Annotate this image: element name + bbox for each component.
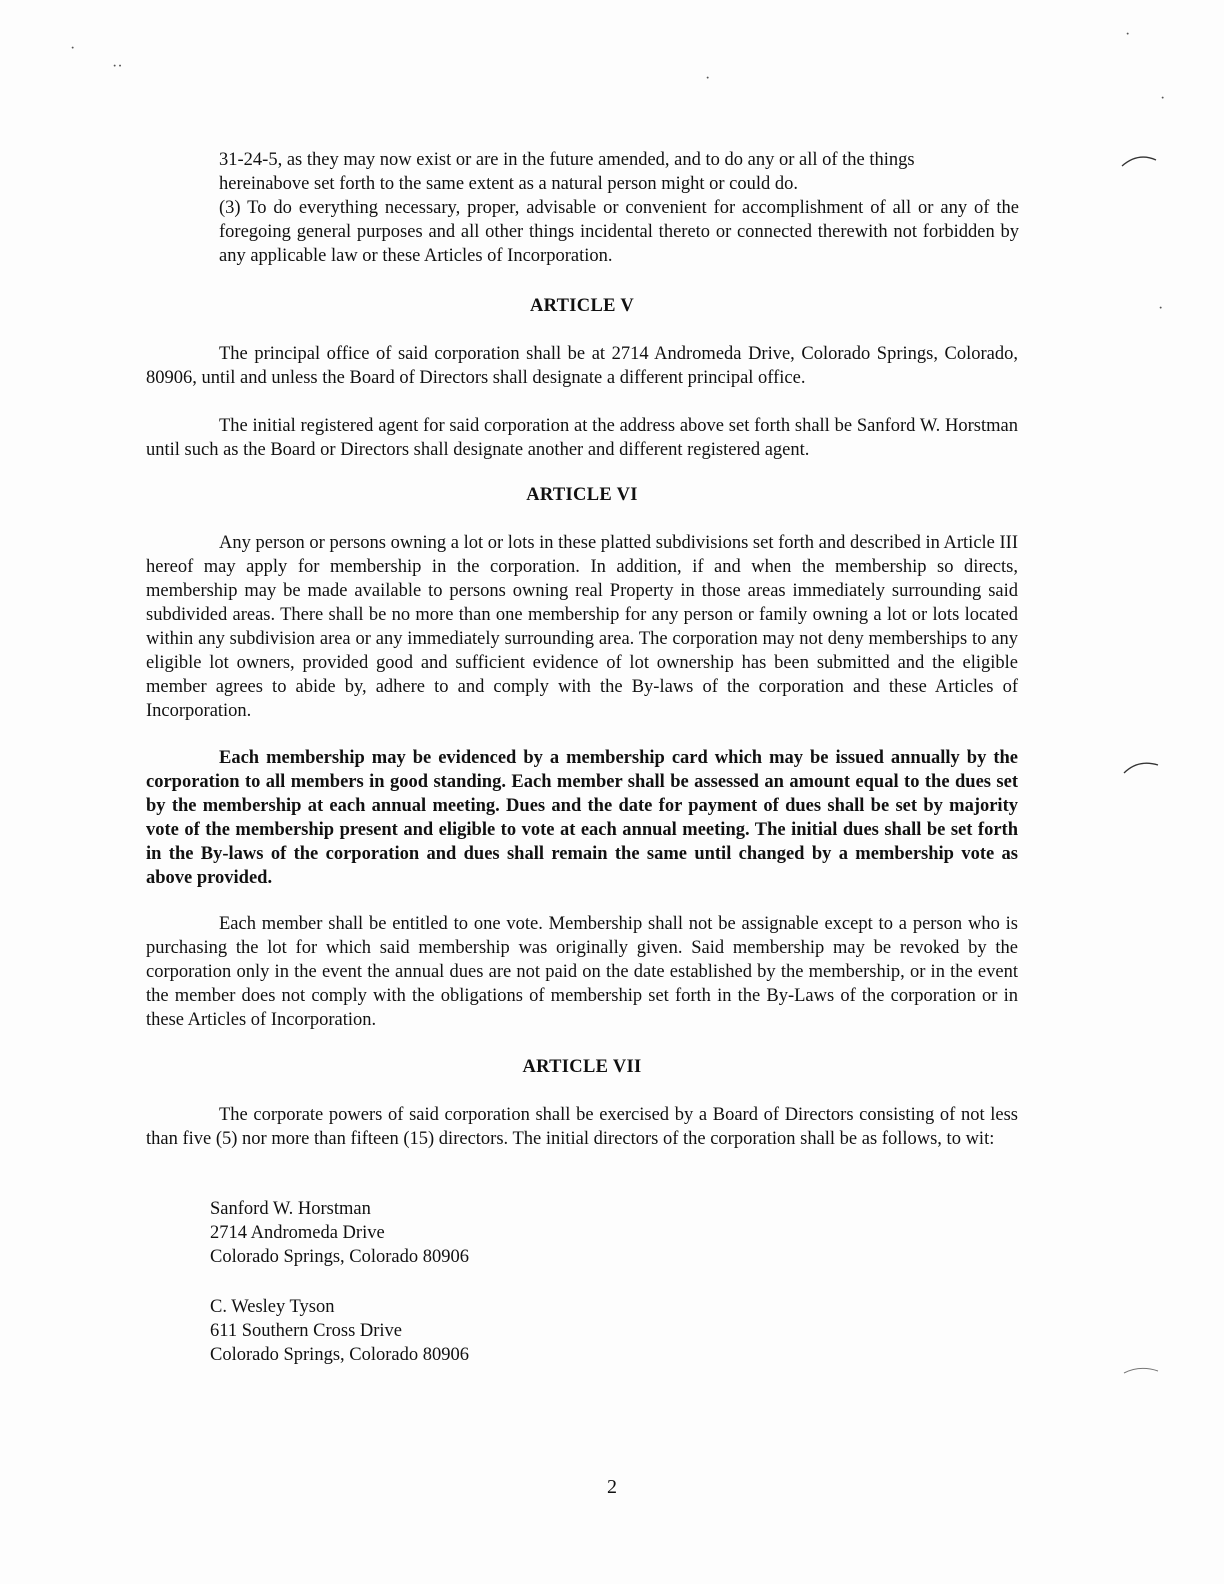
scan-curve-mark <box>1122 1363 1162 1377</box>
director-street: 611 Southern Cross Drive <box>210 1321 403 1341</box>
director-city: Colorado Springs, Colorado 80906 <box>210 1345 469 1365</box>
director-address-1 <box>210 1197 469 1269</box>
article-vii-heading: ARTICLE VII <box>522 1057 642 1077</box>
article-vii-para-1: The corporate powers of said corporation shall be exercised by a Board of Directors consisting of not less than five (5) nor more than fifteen (15) directors. The initial directors of the corporation shall be as follows, to wit: <box>146 1105 1018 1149</box>
scan-speck: · <box>1160 90 1166 107</box>
page-number: 2 <box>607 1476 617 1498</box>
opening-line-2: hereinabove set forth to the same extent as a natural person might or could do. <box>219 174 798 194</box>
director-name: C. Wesley Tyson <box>210 1297 335 1317</box>
director-name: Sanford W. Horstman <box>210 1199 371 1219</box>
article-vi-para-3: Each member shall be entitled to one vote. Membership shall not be assignable except to a person who is purchasing the lot for which said membership was originally given. Said membership may be revoked by the corporation only in the event the annual dues are not paid on the date established by the membership, or in the event the member does not comply with the obligations of membership set forth in the By-Laws of the corporation or in these Articles of Incorporation. <box>146 914 1018 1030</box>
opening-line-1: 31-24-5, as they may now exist or are in the future amended, and to do any or all of the things <box>219 150 915 170</box>
opening-continuation <box>219 148 1019 268</box>
article-vi-heading: ARTICLE VI <box>526 485 638 505</box>
director-city: Colorado Springs, Colorado 80906 <box>210 1247 469 1267</box>
article-v-heading: ARTICLE V <box>530 296 634 316</box>
scan-speck: · <box>1158 300 1164 317</box>
article-v-para-2: The initial registered agent for said corporation at the address above set forth shall be Sanford W. Horstman until such as the Board or Directors shall designate another and different registered agent. <box>146 416 1018 460</box>
clause-3: (3) To do everything necessary, proper, advisable or convenient for accomplishment of all or any of the foregoing general purposes and all other things incidental thereto or connected therewith not forbidden by any applicable law or these Articles of Incorporation. <box>219 198 1019 266</box>
scan-curve-mark <box>1122 757 1162 777</box>
article-vi-para-2: Each membership may be evidenced by a membership card which may be issued annually by the corporation to all members in good standing. Each member shall be assessed an amount equal to the dues set by the membership at each annual meeting. Dues and the date for payment of dues shall be set by majority vote of the membership present and eligible to vote at each annual meeting. The initial dues shall be set forth in the By-laws of the corporation and dues shall remain the same until changed by a membership vote as above provided. <box>146 748 1018 888</box>
director-address-2 <box>210 1295 469 1367</box>
scan-speck: ·· <box>112 58 123 75</box>
scan-speck: · <box>70 40 76 57</box>
scan-speck: · <box>705 70 711 87</box>
article-v-para-1: The principal office of said corporation shall be at 2714 Andromeda Drive, Colorado Springs, Colorado, 80906, until and unless the Board of Directors shall designate a different principal office. <box>146 344 1018 388</box>
article-vi-para-1: Any person or persons owning a lot or lots in these platted subdivisions set forth and described in Article III hereof may apply for membership in the corporation. In addition, if and when the membership so directs, membership may be made available to persons owning real Property in those areas immediately surrounding said subdivided areas. There shall be no more than one membership for any person or family owning a lot or lots located within any subdivision area or any immediately surrounding area. The corporation may not deny memberships to any eligible lot owners, provided good and sufficient evidence of lot ownership has been submitted and the eligible member agrees to abide by, adhere to and comply with the By-laws of the corporation and these Articles of Incorporation. <box>146 533 1018 721</box>
scan-speck: · <box>1125 26 1131 43</box>
director-street: 2714 Andromeda Drive <box>210 1223 385 1243</box>
scan-curve-mark <box>1120 150 1160 170</box>
